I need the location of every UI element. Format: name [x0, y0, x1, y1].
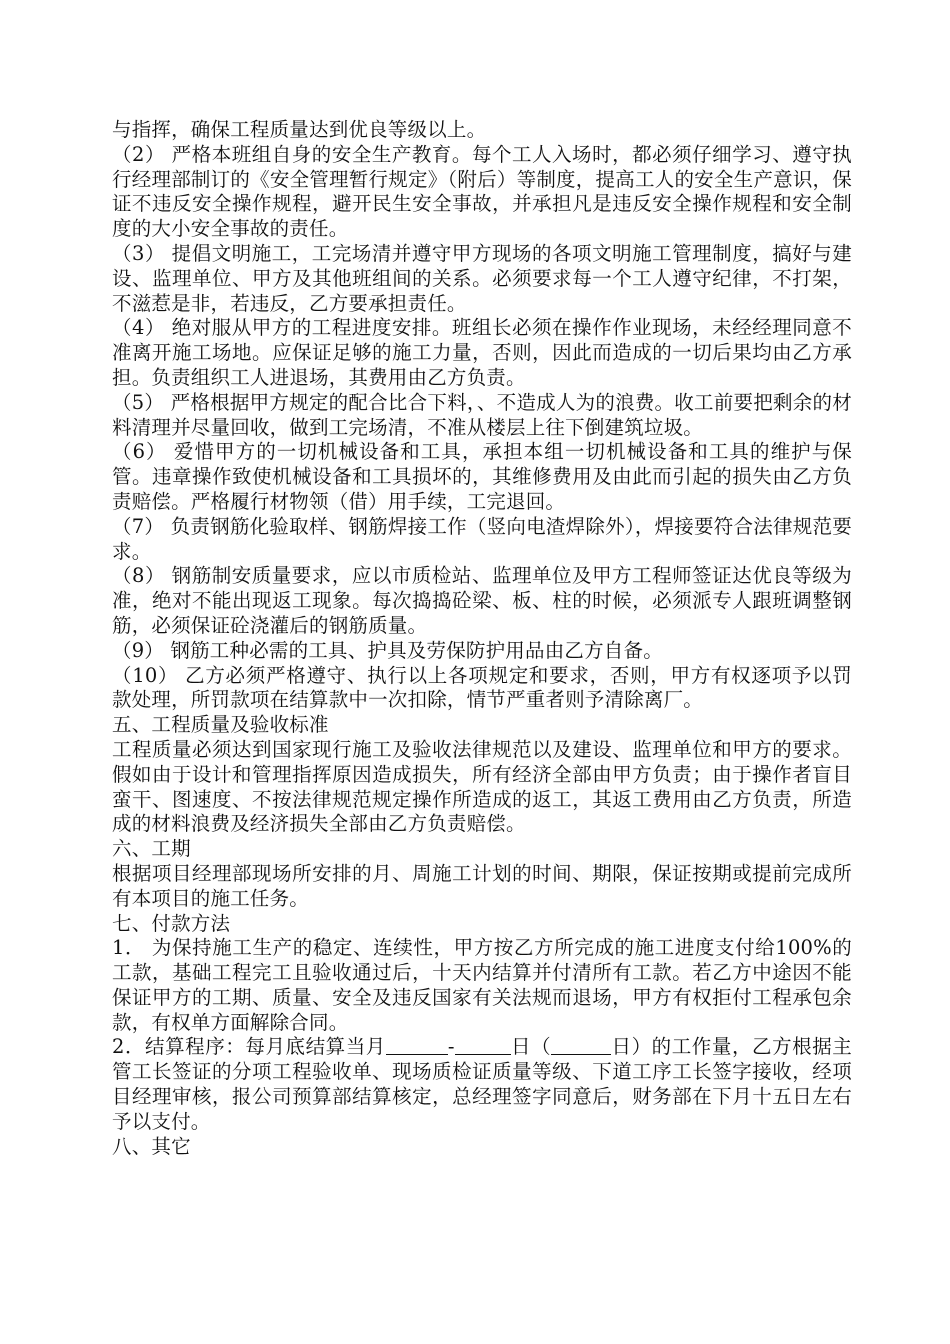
clause-9-tools: （9） 钢筋工种必需的工具、护具及劳保防护用品由乙方自备。 [112, 638, 663, 662]
clause-5-materials: （5） 严格根据甲方规定的配合比合下料，、不造成人为的浪费。收工前要把剩余的材料清理并尽量回收，做到工完场清，不准从楼层上往下倒建筑垃圾。 [112, 390, 852, 439]
settlement-rest: 乙方根据主管工长签证的分项工程验收单、现场质检证质量等级、下道工序工长签字接收，经项目经理审核，报公司预算部结算核定，总经理签字同意后，财务部在下月十五日左右予以支付。 [112, 1035, 852, 1133]
payment-clause-2 [112, 1035, 852, 1134]
section-heading-payment: 七、付款方法 [112, 911, 231, 935]
settlement-day-close: 日）的工作量， [611, 1035, 753, 1059]
settlement-day-open: 日（ [510, 1035, 552, 1059]
section-heading-period: 六、工期 [112, 837, 191, 861]
section-heading-quality: 五、工程质量及验收标准 [112, 713, 329, 737]
quality-standard-paragraph: 工程质量必须达到国家现行施工及验收法律规范以及建设、监理单位和甲方的要求。假如由于设计和管理指挥原因造成损失，所有经济全部由甲方负责；由于操作者盲目蛮干、图速度、不按法律规范规定操作所造成的返工，其返工费用由乙方负责，所造成的材料浪费及经济损失全部由乙方负责赔偿。 [112, 737, 852, 836]
document-page [112, 118, 852, 1159]
blank-field-start [386, 1036, 448, 1055]
blank-field-end [455, 1036, 511, 1055]
clause-2-safety-education: （2） 严格本班组自身的安全生产教育。每个工人入场时，都必须仔细学习、遵守执行经理部制订的《安全管理暂行规定》（附后）等制度，提高工人的安全生产意识，保证不违反安全操作规程，避开民生安全事故，并承担凡是违反安全操作规程和安全制度的大小安全事故的责任。 [112, 142, 852, 241]
clause-7-welding: （7） 负责钢筋化验取样、钢筋焊接工作（竖向电渣焊除外），焊接要符合法律规范要求。 [112, 514, 852, 563]
settlement-dash: - [447, 1035, 455, 1059]
clause-10-penalties: （10） 乙方必须严格遵守、执行以上各项规定和要求，否则，甲方有权逐项予以罚款处理，所罚款项在结算款中一次扣除，情节严重者则予清除离厂。 [112, 663, 852, 712]
period-paragraph: 根据项目经理部现场所安排的月、周施工计划的时间、期限，保证按期或提前完成所有本项目的施工任务。 [112, 861, 852, 910]
clause-3-civilized-construction: （3） 提倡文明施工，工完场清并遵守甲方现场的各项文明施工管理制度，搞好与建设、监理单位、甲方及其他班组间的关系。必须要求每一个工人遵守纪律，不打架，不滋惹是非，若违反，乙方要承担责任。 [112, 241, 852, 315]
clause-6-equipment: （6） 爱惜甲方的一切机械设备和工具，承担本组一切机械设备和工具的维护与保管。违章操作致使机械设备和工具损坏的，其维修费用及由此而引起的损失由乙方负责赔偿。严格履行材物领（借）用手续，工完退回。 [112, 440, 852, 513]
section-heading-other: 八、其它 [112, 1134, 191, 1158]
settlement-prefix: 2．结算程序：每月底结算当月 [112, 1035, 386, 1059]
clause-8-quality: （8） 钢筋制安质量要求，应以市质检站、监理单位及甲方工程师签证达优良等级为准，绝对不能出现返工现象。每次捣捣砼梁、板、柱的时候，必须派专人跟班调整钢筋，必须保证砼浇灌后的钢筋质量。 [112, 564, 852, 637]
clause-4-schedule: （4） 绝对服从甲方的工程进度安排。班组长必须在操作作业现场，未经经理同意不准离开施工场地。应保证足够的施工力量，否则，因此而造成的一切后果均由乙方承担。负责组织工人进退场，其费用由乙方负责。 [112, 316, 852, 389]
paragraph-continuation: 与指挥，确保工程质量达到优良等级以上。 [112, 118, 487, 141]
blank-field-day [551, 1036, 611, 1055]
payment-clause-1: 1． 为保持施工生产的稳定、连续性，甲方按乙方所完成的施工进度支付给100%的工款，基础工程完工且验收通过后，十天内结算并付清所有工款。若乙方中途因不能保证甲方的工期、质量、安全及违反国家有关法规而退场，甲方有权拒付工程承包余款，有权单方面解除合同。 [112, 936, 852, 1034]
